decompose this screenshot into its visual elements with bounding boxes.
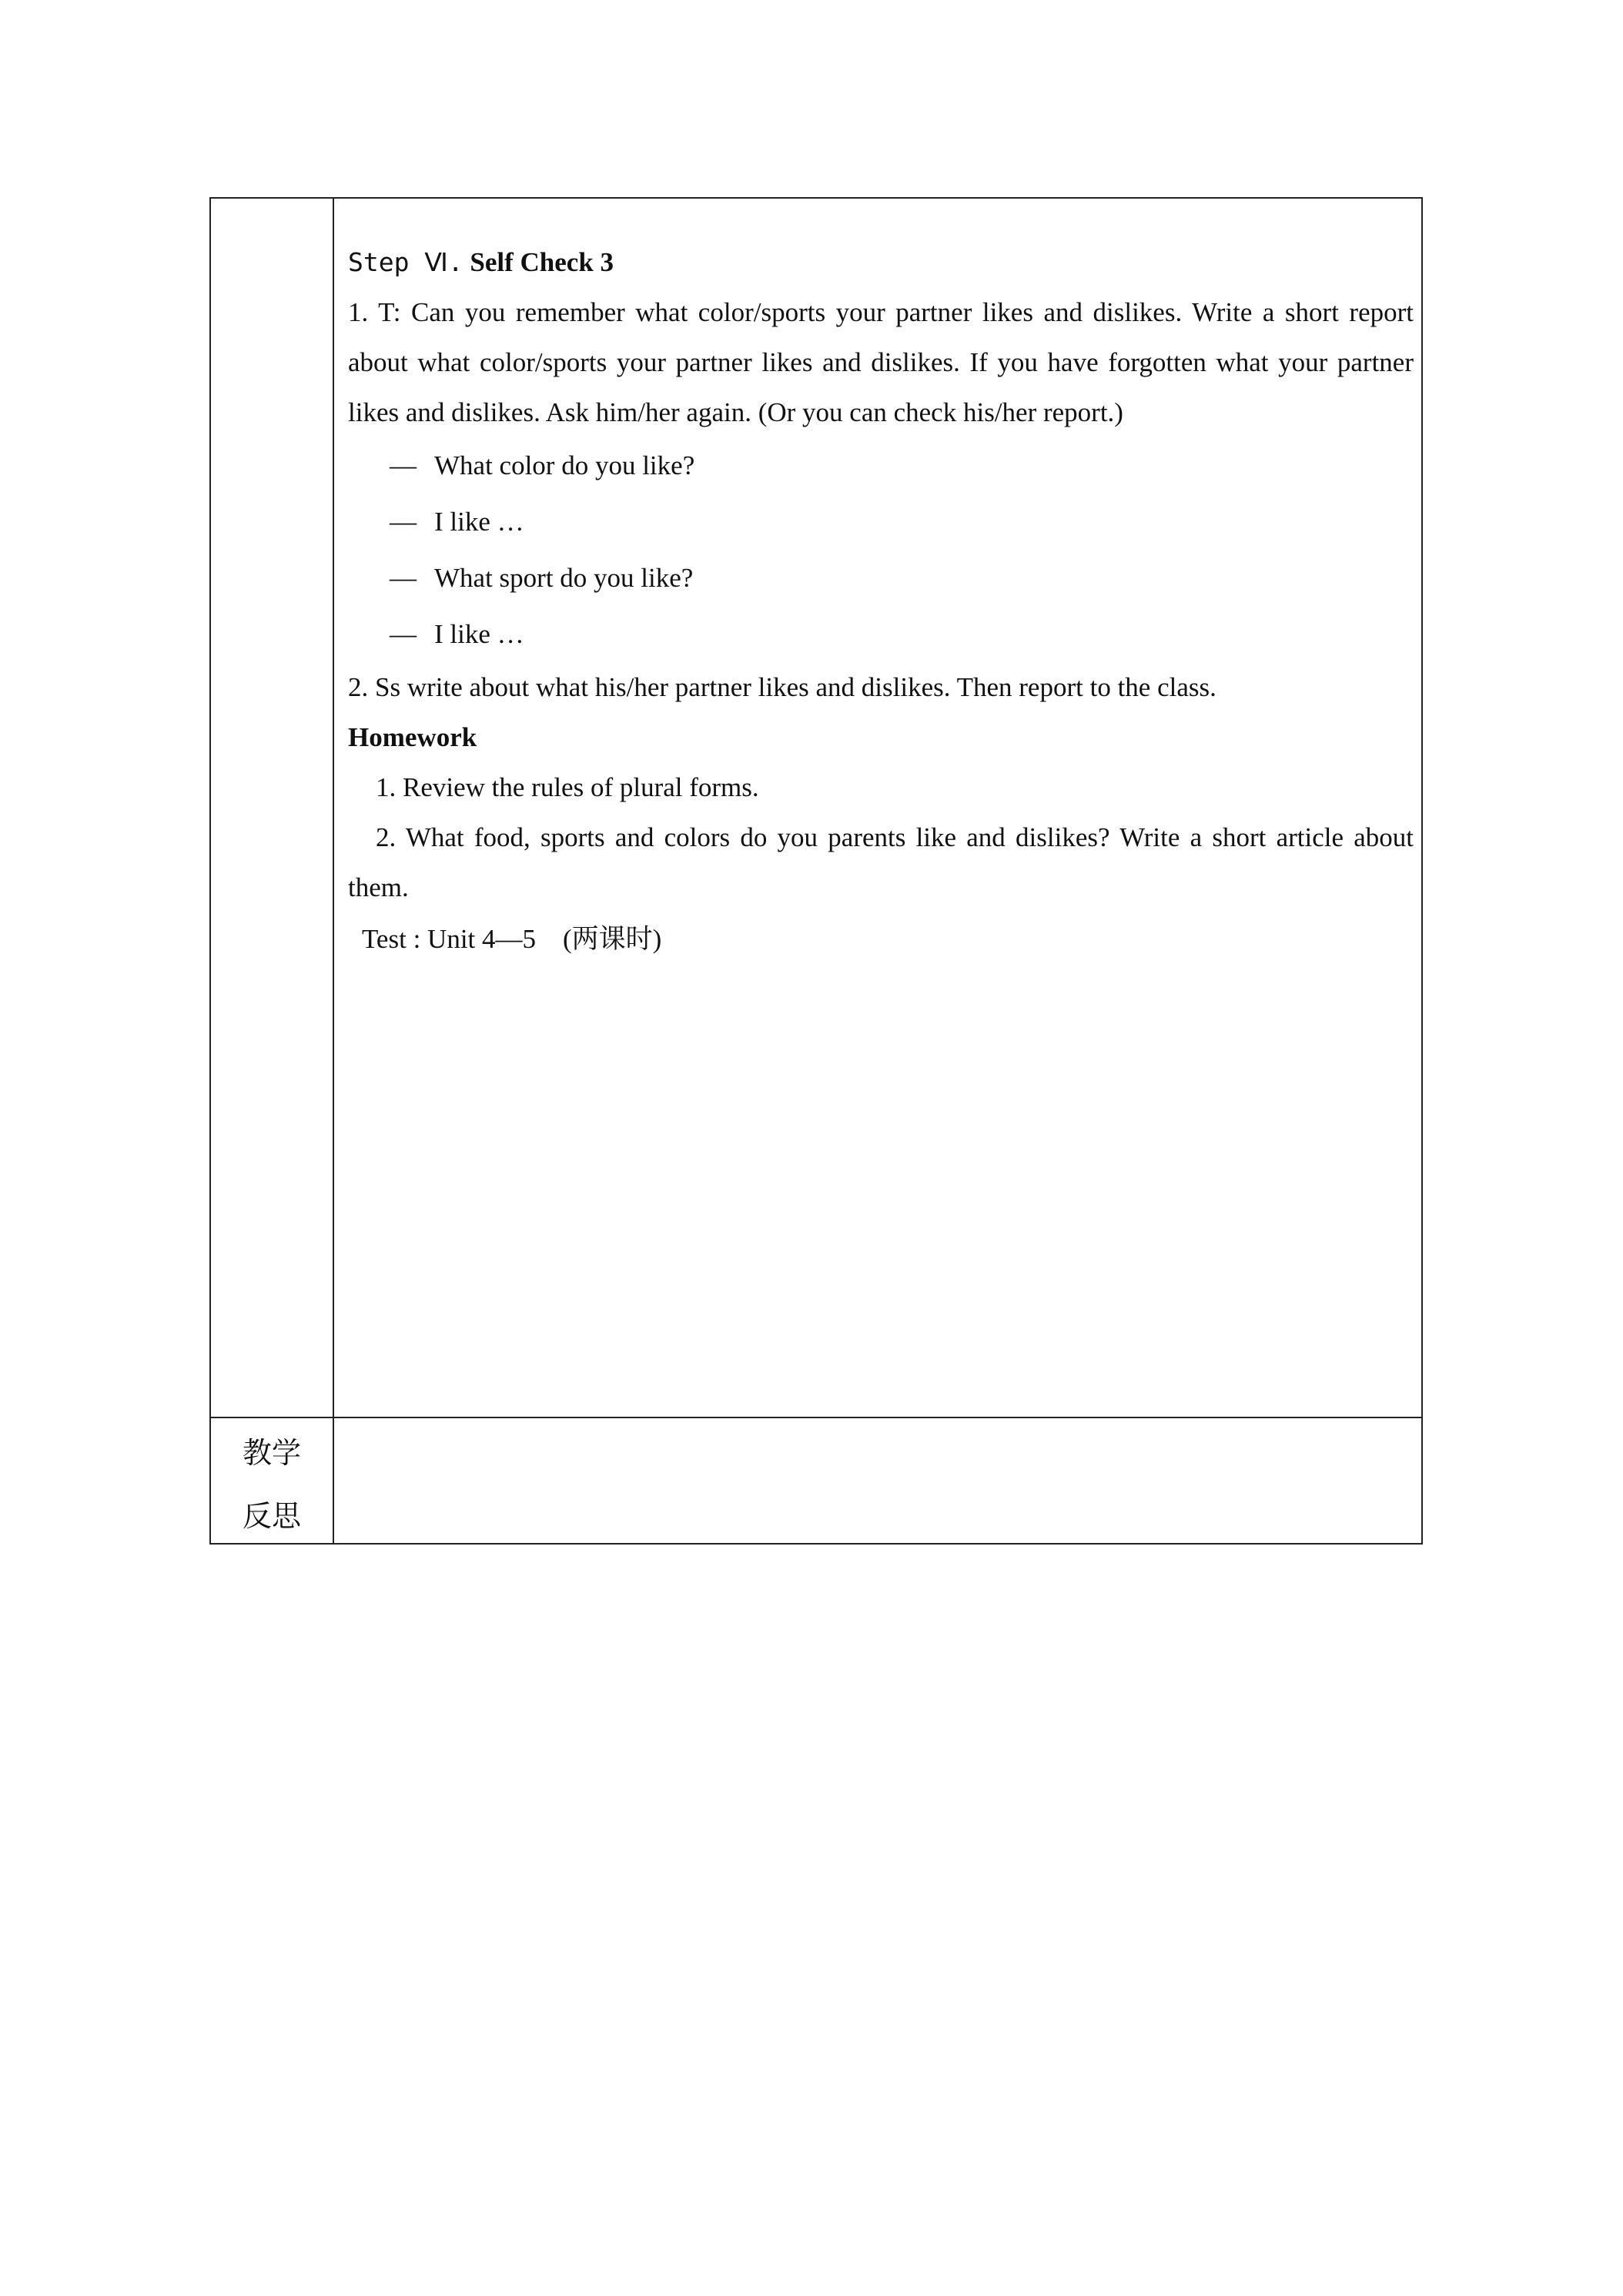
- lesson-content-cell: [348, 237, 1414, 964]
- dialogue-line: [348, 437, 1414, 494]
- reflection-label: [211, 1418, 333, 1548]
- dash-mark: —: [390, 507, 417, 537]
- dialogue-text: What sport do you like?: [434, 563, 694, 593]
- dialogue-line: [348, 494, 1414, 550]
- dash-mark: —: [390, 619, 417, 649]
- lesson-plan-table: [209, 197, 1423, 1545]
- dialogue-text: What color do you like?: [434, 450, 695, 480]
- step-prefix: Step Ⅵ.: [348, 247, 463, 277]
- dialogue-line: [348, 606, 1414, 662]
- instruction-item-1: 1. T: Can you remember what color/sports your partner likes and dislikes. Write a short report about what color/sports your partner likes and dislikes. If you have forgotten what your partner likes and dislikes. Ask him/her again. (Or you can check his/her report.): [348, 297, 1414, 427]
- homework-item-1: 1. Review the rules of plural forms.: [376, 772, 759, 802]
- column-divider: [333, 199, 334, 1543]
- test-line: Test : Unit 4—5 (两课时): [362, 924, 662, 954]
- dash-mark: —: [390, 450, 417, 480]
- row-divider: [211, 1417, 1421, 1418]
- dialogue-line: [348, 550, 1414, 606]
- step-title: Self Check 3: [463, 247, 614, 277]
- reflection-label-line-1: 教学: [242, 1436, 301, 1470]
- dash-mark: —: [390, 563, 417, 593]
- dialogue-text: I like …: [434, 507, 524, 537]
- homework-item-2: 2. What food, sports and colors do you parents like and dislikes? Write a short article about them.: [348, 822, 1414, 902]
- reflection-label-line-2: 反思: [242, 1499, 301, 1533]
- instruction-item-2: 2. Ss write about what his/her partner likes and dislikes. Then report to the class.: [348, 672, 1216, 702]
- dialogue-text: I like …: [434, 619, 524, 649]
- step-heading: [348, 237, 1414, 287]
- homework-heading: Homework: [348, 722, 477, 752]
